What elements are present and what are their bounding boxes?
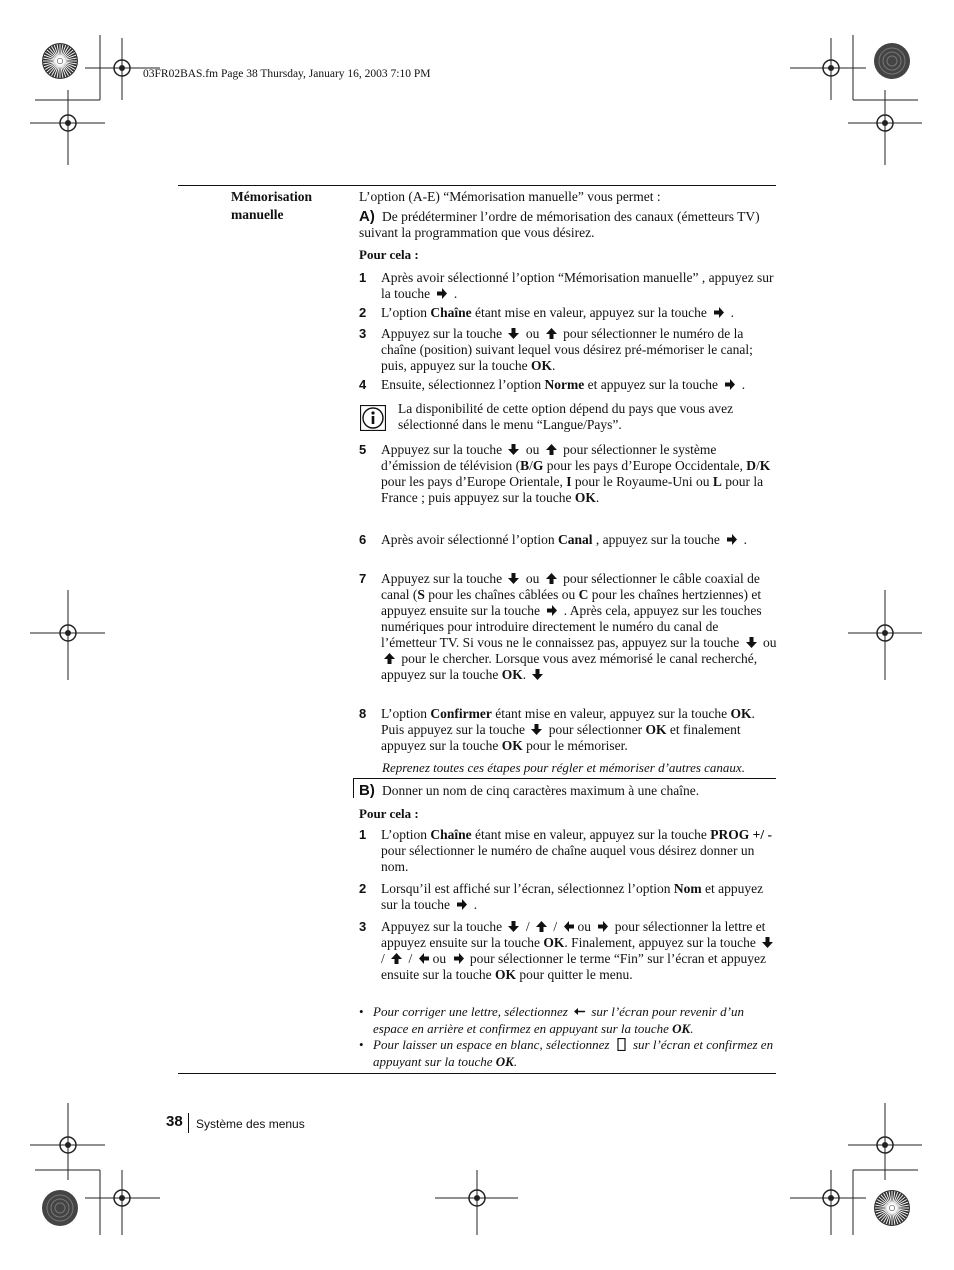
step-text: L’option Chaîne étant mise en valeur, appuyez sur la touche PROG +/ - pour sélectionner le numéro de chaîne auquel vous désirez donner un nom.: [381, 827, 772, 874]
step-text: Appuyez sur la touche ou pour sélectionner le système d’émission de télévision (B/G pour les pays d’Europe Occidentale, D/K pour les pays d’Europe Orientale, I pour le Royaume-Uni ou L pour la France ; puis appuyez sur la touche OK.: [381, 442, 771, 505]
bold-term: C: [578, 587, 589, 602]
info-note: La disponibilité de cette option dépend du pays que vous avez sélectionné dans le menu “Langue/Pays”.: [398, 401, 734, 432]
down-arrow-icon: [531, 668, 544, 681]
bold-term: OK: [494, 967, 516, 982]
info-icon: [360, 405, 386, 431]
left-arrow-icon: [563, 920, 576, 933]
step-number: 2: [359, 881, 367, 896]
bullet-text: Pour laisser un espace en blanc, sélectionnez sur l’écran et confirmez en appuyant sur la touche OK.: [373, 1037, 774, 1069]
down-arrow-icon: [530, 723, 543, 736]
part-a-step-2: [359, 305, 777, 321]
part-a-step-6: [359, 532, 777, 548]
color-wheel-icon: [41, 1189, 79, 1227]
back-arrow-icon: [573, 1005, 586, 1018]
step-number: 8: [359, 706, 367, 721]
step-text: Lorsqu’il est affiché sur l’écran, sélectionnez l’option Nom et appuyez sur la touche .: [381, 881, 764, 912]
part-a-description: [359, 209, 777, 241]
part-b-text: Donner un nom de cinq caractères maximum à une chaîne.: [382, 783, 700, 798]
part-a-letter: A): [359, 208, 375, 225]
file-info-header: 03FR02BAS.fm Page 38 Thursday, January 16, 2003 7:10 PM: [143, 68, 431, 80]
step-number: 1: [359, 827, 367, 842]
up-arrow-icon: [545, 572, 558, 585]
step-text: Après avoir sélectionné l’option “Mémorisation manuelle” , appuyez sur la touche .: [381, 270, 774, 301]
step-text: Ensuite, sélectionnez l’option Norme et appuyez sur la touche .: [381, 377, 746, 392]
left-arrow-icon: [418, 952, 431, 965]
repeat-note: Reprenez toutes ces étapes pour régler et mémoriser d’autres canaux.: [382, 760, 745, 775]
bold-term: B: [520, 458, 530, 473]
part-b-step-3: [359, 919, 777, 983]
step-text: Appuyez sur la touche ou pour sélectionner le numéro de la chaîne (position) suivant lequel vous désirez pré-mémoriser le canal; puis, appuyez sur la touche OK.: [381, 326, 753, 373]
bottom-rule: [178, 1073, 776, 1074]
part-a-step-5: [359, 442, 777, 506]
bold-term: Canal: [557, 532, 593, 547]
bold-term: Norme: [544, 377, 585, 392]
bold-term: OK: [495, 1053, 514, 1069]
bold-term: OK: [574, 490, 596, 505]
step-text: Appuyez sur la touche ou pour sélectionner le câble coaxial de canal (S pour les chaînes câblées ou C pour les chaînes hertziennes) et appuyez ensuite sur la touche . Après cela, appuyez sur les touches numériques pour introduire directement le numéro du canal de l’émetteur TV. Si vous ne le connaissez pas, appuyez sur la touche ou pour le chercher. Lorsque vous avez mémorisé le canal recherché, appuyez sur la touche OK.: [381, 571, 777, 682]
color-wheel-icon: [41, 42, 79, 80]
step-text: Appuyez sur la touche / / ou pour sélectionner la lettre et appuyez ensuite sur la touche OK. Finalement, appuyez sur la touche / / ou pour sélectionner le terme “Fin” sur l’écran et appuyez ensuite sur la touche OK pour quitter le menu.: [381, 919, 777, 983]
bullet-dot: •: [359, 1004, 364, 1019]
right-arrow-icon: [435, 287, 448, 300]
bold-term: OK: [672, 1020, 691, 1036]
bold-term: OK: [530, 358, 552, 373]
footer-divider: [188, 1113, 189, 1133]
part-b-pour-cela: Pour cela :: [359, 806, 419, 821]
part-b-letter: B): [359, 782, 375, 799]
part-b-step-2: [359, 881, 777, 913]
bold-term: OK: [645, 722, 667, 737]
step-number: 1: [359, 270, 367, 285]
step-text: L’option Confirmer étant mise en valeur, appuyez sur la touche OK. Puis appuyez sur la touche pour sélectionner OK et finalement appuyez sur la touche OK pour le mémoriser.: [381, 706, 755, 753]
bold-term: OK: [501, 738, 523, 753]
color-wheel-icon: [873, 1189, 911, 1227]
section-intro: L’option (A-E) “Mémorisation manuelle” vous permet :: [359, 189, 661, 204]
bold-term: OK: [543, 935, 565, 950]
down-arrow-icon: [745, 636, 758, 649]
bullet-dot: •: [359, 1037, 364, 1052]
up-arrow-icon: [545, 443, 558, 456]
bold-term: G: [532, 458, 544, 473]
part-a-step-3: [359, 326, 777, 374]
step-number: 5: [359, 442, 367, 457]
down-arrow-icon: [761, 936, 774, 949]
part-b-description: [359, 783, 777, 799]
step-number: 7: [359, 571, 367, 586]
section-title: Mémorisation manuelle: [231, 189, 312, 222]
bullet-text: Pour corriger une lettre, sélectionnez sur l’écran pour revenir d’un espace en arrière et confirmez en appuyant sur la touche OK.: [373, 1004, 744, 1036]
part-a-text: De prédéterminer l’ordre de mémorisation des canaux (émetteurs TV) suivant la programmation que vous désirez.: [359, 209, 760, 240]
top-rule: [178, 185, 776, 186]
bold-term: OK: [730, 706, 752, 721]
up-arrow-icon: [383, 652, 396, 665]
bold-term: I: [566, 474, 572, 489]
part-a-step-1: [359, 270, 777, 302]
up-arrow-icon: [390, 952, 403, 965]
step-number: 6: [359, 532, 367, 547]
bold-term: S: [417, 587, 425, 602]
bold-term: D: [746, 458, 756, 473]
step-number: 3: [359, 326, 367, 341]
step-number: 4: [359, 377, 367, 392]
down-arrow-icon: [507, 920, 520, 933]
right-arrow-icon: [723, 378, 736, 391]
right-arrow-icon: [725, 533, 738, 546]
up-arrow-icon: [545, 327, 558, 340]
right-arrow-icon: [452, 952, 465, 965]
footer-section-name: Système des menus: [196, 1117, 305, 1131]
step-number: 3: [359, 919, 367, 934]
bold-term: Nom: [673, 881, 702, 896]
part-a-step-7: [359, 571, 777, 683]
part-a-pour-cela: Pour cela :: [359, 247, 419, 262]
section-divider-tick: [353, 778, 354, 798]
bold-term: L: [712, 474, 722, 489]
right-arrow-icon: [455, 898, 468, 911]
blank-box-icon: [615, 1038, 628, 1051]
bold-term: PROG +/ -: [710, 827, 772, 842]
part-b-step-1: [359, 827, 777, 875]
bold-term: Chaîne: [430, 827, 472, 842]
section-divider: [353, 778, 776, 779]
bold-term: Chaîne: [430, 305, 472, 320]
bold-term: Confirmer: [430, 706, 492, 721]
step-number: 2: [359, 305, 367, 320]
up-arrow-icon: [535, 920, 548, 933]
down-arrow-icon: [507, 327, 520, 340]
part-a-step-8: [359, 706, 777, 754]
down-arrow-icon: [507, 572, 520, 585]
bold-term: K: [759, 458, 771, 473]
color-wheel-icon: [873, 42, 911, 80]
step-text: Après avoir sélectionné l’option Canal , appuyez sur la touche .: [381, 532, 748, 547]
part-a-step-4: [359, 377, 777, 393]
step-text: L’option Chaîne étant mise en valeur, appuyez sur la touche .: [381, 305, 735, 320]
note-bullet: [359, 1004, 777, 1037]
note-bullet: [359, 1037, 777, 1070]
page-number: 38: [166, 1113, 183, 1130]
right-arrow-icon: [596, 920, 609, 933]
bold-term: OK: [501, 667, 523, 682]
right-arrow-icon: [545, 604, 558, 617]
down-arrow-icon: [507, 443, 520, 456]
right-arrow-icon: [712, 306, 725, 319]
